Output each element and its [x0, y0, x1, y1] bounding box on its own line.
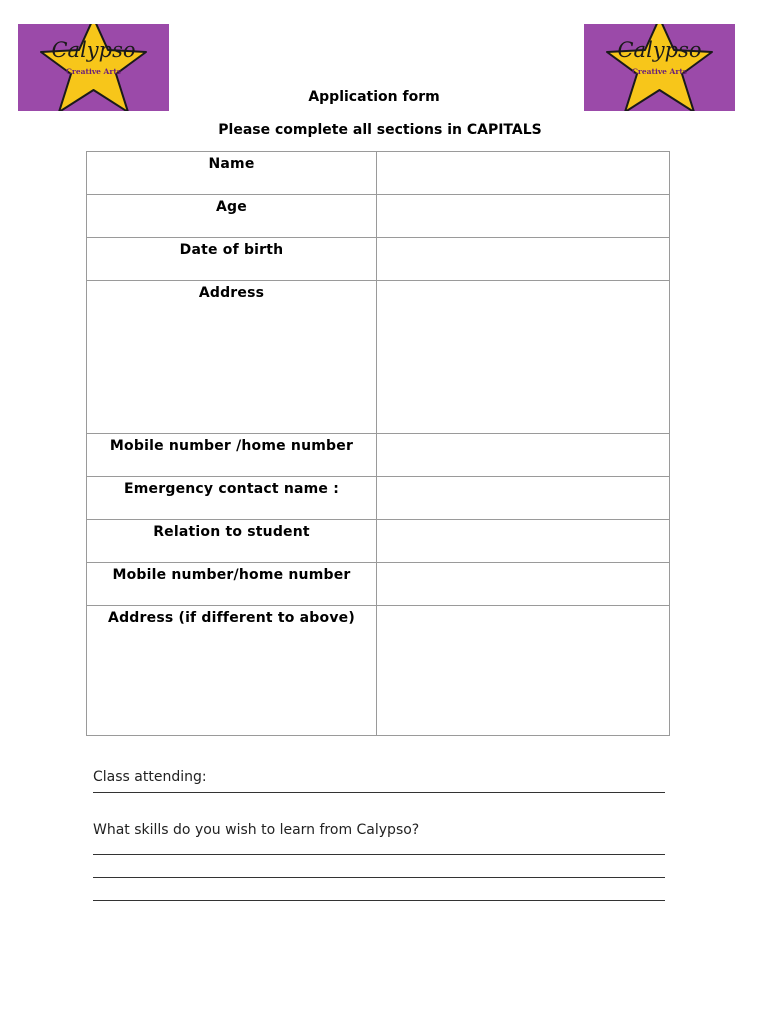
skills-question-label: What skills do you wish to learn from Calypso? — [93, 822, 420, 838]
table-row — [87, 520, 670, 563]
field-input-address[interactable] — [377, 281, 670, 434]
field-label-address: Address — [87, 281, 377, 434]
logo-brand: Calypso — [51, 38, 136, 62]
field-label-name: Name — [87, 152, 377, 195]
field-label-mobile-home-number: Mobile number /home number — [87, 434, 377, 477]
logo-tagline: Creative Arts — [631, 67, 688, 76]
table-row — [87, 606, 670, 736]
field-input-name[interactable] — [377, 152, 670, 195]
field-input-relation-to-student[interactable] — [377, 520, 670, 563]
field-input-age[interactable] — [377, 195, 670, 238]
skills-answer-line[interactable] — [93, 854, 665, 855]
page-subtitle: Please complete all sections in CAPITALS — [218, 122, 542, 138]
skills-answer-line[interactable] — [93, 877, 665, 878]
skills-answer-line[interactable] — [93, 900, 665, 901]
field-label-age: Age — [87, 195, 377, 238]
application-form-table — [86, 151, 670, 736]
logo-brand: Calypso — [617, 38, 702, 62]
table-row — [87, 195, 670, 238]
field-label-emergency-contact-name: Emergency contact name : — [87, 477, 377, 520]
field-input-mobile-home-number[interactable] — [377, 434, 670, 477]
table-row — [87, 563, 670, 606]
field-input-emergency-mobile-number[interactable] — [377, 563, 670, 606]
logo-tagline: Creative Arts — [65, 67, 122, 76]
field-label-alternate-address: Address (if different to above) — [87, 606, 377, 736]
field-input-alternate-address[interactable] — [377, 606, 670, 736]
field-label-date-of-birth: Date of birth — [87, 238, 377, 281]
field-label-emergency-mobile-number: Mobile number/home number — [87, 563, 377, 606]
field-input-emergency-contact-name[interactable] — [377, 477, 670, 520]
table-row — [87, 434, 670, 477]
class-attending-label: Class attending: — [93, 769, 207, 785]
table-row — [87, 152, 670, 195]
page-title: Application form — [308, 89, 440, 105]
table-row — [87, 281, 670, 434]
class-attending-answer-line[interactable] — [93, 792, 665, 793]
field-label-relation-to-student: Relation to student — [87, 520, 377, 563]
field-input-date-of-birth[interactable] — [377, 238, 670, 281]
table-row — [87, 238, 670, 281]
table-row — [87, 477, 670, 520]
